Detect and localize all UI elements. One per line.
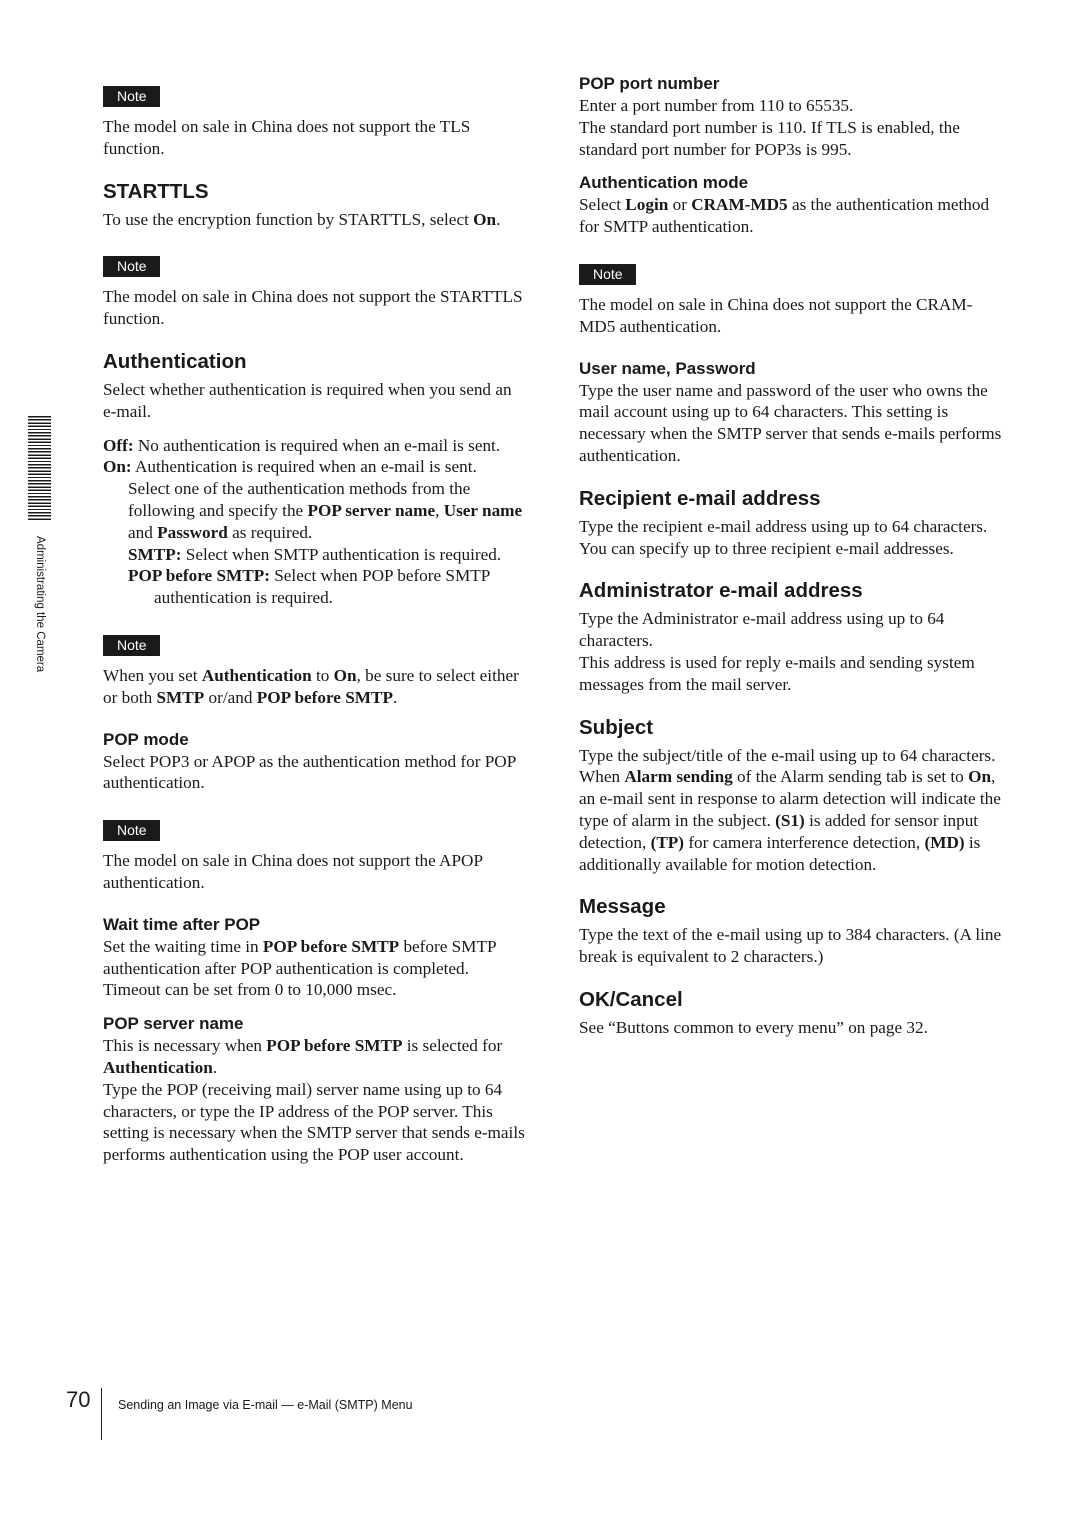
note-text-authentication: When you set Authentication to On, be sure to select either or both SMTP or/and POP before SMTP.: [103, 665, 519, 707]
note-badge: Note: [103, 635, 160, 656]
starttls-description: To use the encryption function by STARTTLS, select On.: [103, 209, 501, 229]
smtp-option: SMTP: Select when SMTP authentication is required.: [128, 544, 502, 564]
pop-server-description: This is necessary when POP before SMTP is selected for Authentication.: [103, 1036, 503, 1077]
side-tab-stripes: [28, 416, 51, 520]
administrator-description: Type the Administrator e-mail address using up to 64 characters.: [579, 609, 945, 651]
footer-running-title: Sending an Image via E-mail — e-Mail (SMTP) Menu: [118, 1398, 413, 1412]
note-text-apop: The model on sale in China does not support the APOP authentication.: [103, 851, 483, 892]
pop-mode-description: Select POP3 or APOP as the authentication method for POP authentication.: [103, 751, 516, 793]
section-title-authentication: Authentication: [103, 349, 247, 373]
section-title-message: Message: [579, 895, 666, 919]
note-text-starttls: The model on sale in China does not support the STARTTLS function.: [103, 287, 523, 329]
note-badge: Note: [103, 86, 160, 107]
footer-divider: [101, 1388, 102, 1440]
subject-description-2: When Alarm sending of the Alarm sending tab is set to On, an e-mail sent in response to alarm detection will indicate the type of alarm in the subject. (S1) is added for sensor input detection, (TP) for camera interference detection, (MD) is additionally available for motion detection.: [579, 767, 1001, 874]
note-text-cram-md5: The model on sale in China does not support the CRAM-MD5 authentication.: [579, 294, 973, 336]
administrator-description-2: This address is used for reply e-mails and sending system messages from the mail server.: [579, 652, 975, 694]
section-title-pop-server-name: POP server name: [103, 1014, 244, 1034]
right-column: [579, 70, 1007, 1039]
section-title-pop-port: POP port number: [579, 74, 720, 93]
note-badge: Note: [579, 264, 636, 285]
section-title-starttls: STARTTLS: [103, 179, 209, 203]
pop-port-description-2: The standard port number is 110. If TLS is enabled, the standard port number for POP3s is 995.: [579, 117, 960, 159]
on-option-detail: Select one of the authentication methods from the following and specify the POP server name, User name and Password as required.: [128, 479, 523, 542]
pop-port-description: Enter a port number from 110 to 65535.: [579, 96, 854, 115]
section-title-ok-cancel: OK/Cancel: [579, 987, 683, 1011]
section-title-administrator: Administrator e-mail address: [579, 579, 863, 603]
recipient-description-2: You can specify up to three recipient e-mail addresses.: [579, 538, 954, 558]
ok-cancel-description: See “Buttons common to every menu” on page 32.: [579, 1017, 928, 1037]
note-badge: Note: [103, 256, 160, 277]
section-title-wait-time: Wait time after POP: [103, 914, 261, 934]
section-title-user-name-password: User name, Password: [579, 358, 756, 378]
message-description: Type the text of the e-mail using up to 384 characters. (A line break is equivalent to 2 characters.): [579, 925, 1002, 967]
pop-before-smtp-option: POP before SMTP: Select when POP before SMTP authentication is required.: [128, 566, 490, 608]
side-tab-label: Administrating the Camera: [34, 536, 46, 673]
pop-server-description-2: Type the POP (receiving mail) server name using up to 64 characters, or type the IP address of the POP server. This setting is necessary when the SMTP server that sends e-mails performs authentication using the POP user account.: [103, 1079, 525, 1165]
note-text-tls: The model on sale in China does not support the TLS function.: [103, 117, 471, 158]
subject-description: Type the subject/title of the e-mail using up to 64 characters.: [579, 745, 996, 765]
section-title-pop-mode: POP mode: [103, 729, 189, 749]
page-number: 70: [66, 1387, 91, 1412]
authentication-description: Select whether authentication is required when you send an e-mail.: [103, 379, 512, 421]
left-column: [103, 70, 528, 1166]
section-title-recipient: Recipient e-mail address: [579, 486, 821, 510]
section-title-authentication-mode: Authentication mode: [579, 173, 749, 193]
off-option: Off: No authentication is required when an e-mail is sent.: [103, 435, 501, 455]
note-badge: Note: [103, 820, 160, 841]
on-option: On: Authentication is required when an e-mail is sent.: [103, 457, 477, 477]
section-title-subject: Subject: [579, 715, 654, 739]
wait-time-description: Set the waiting time in POP before SMTP before SMTP authentication after POP authentication is completed. Timeout can be set from 0 to 10,000 msec.: [103, 936, 496, 1000]
user-name-password-description: Type the user name and password of the user who owns the mail account using up to 64 characters. This setting is necessary when the SMTP server that sends e-mails performs authentication.: [579, 380, 1002, 465]
authentication-mode-description: Select Login or CRAM-MD5 as the authentication method for SMTP authentication.: [579, 195, 990, 237]
recipient-description: Type the recipient e-mail address using up to 64 characters.: [579, 516, 988, 536]
